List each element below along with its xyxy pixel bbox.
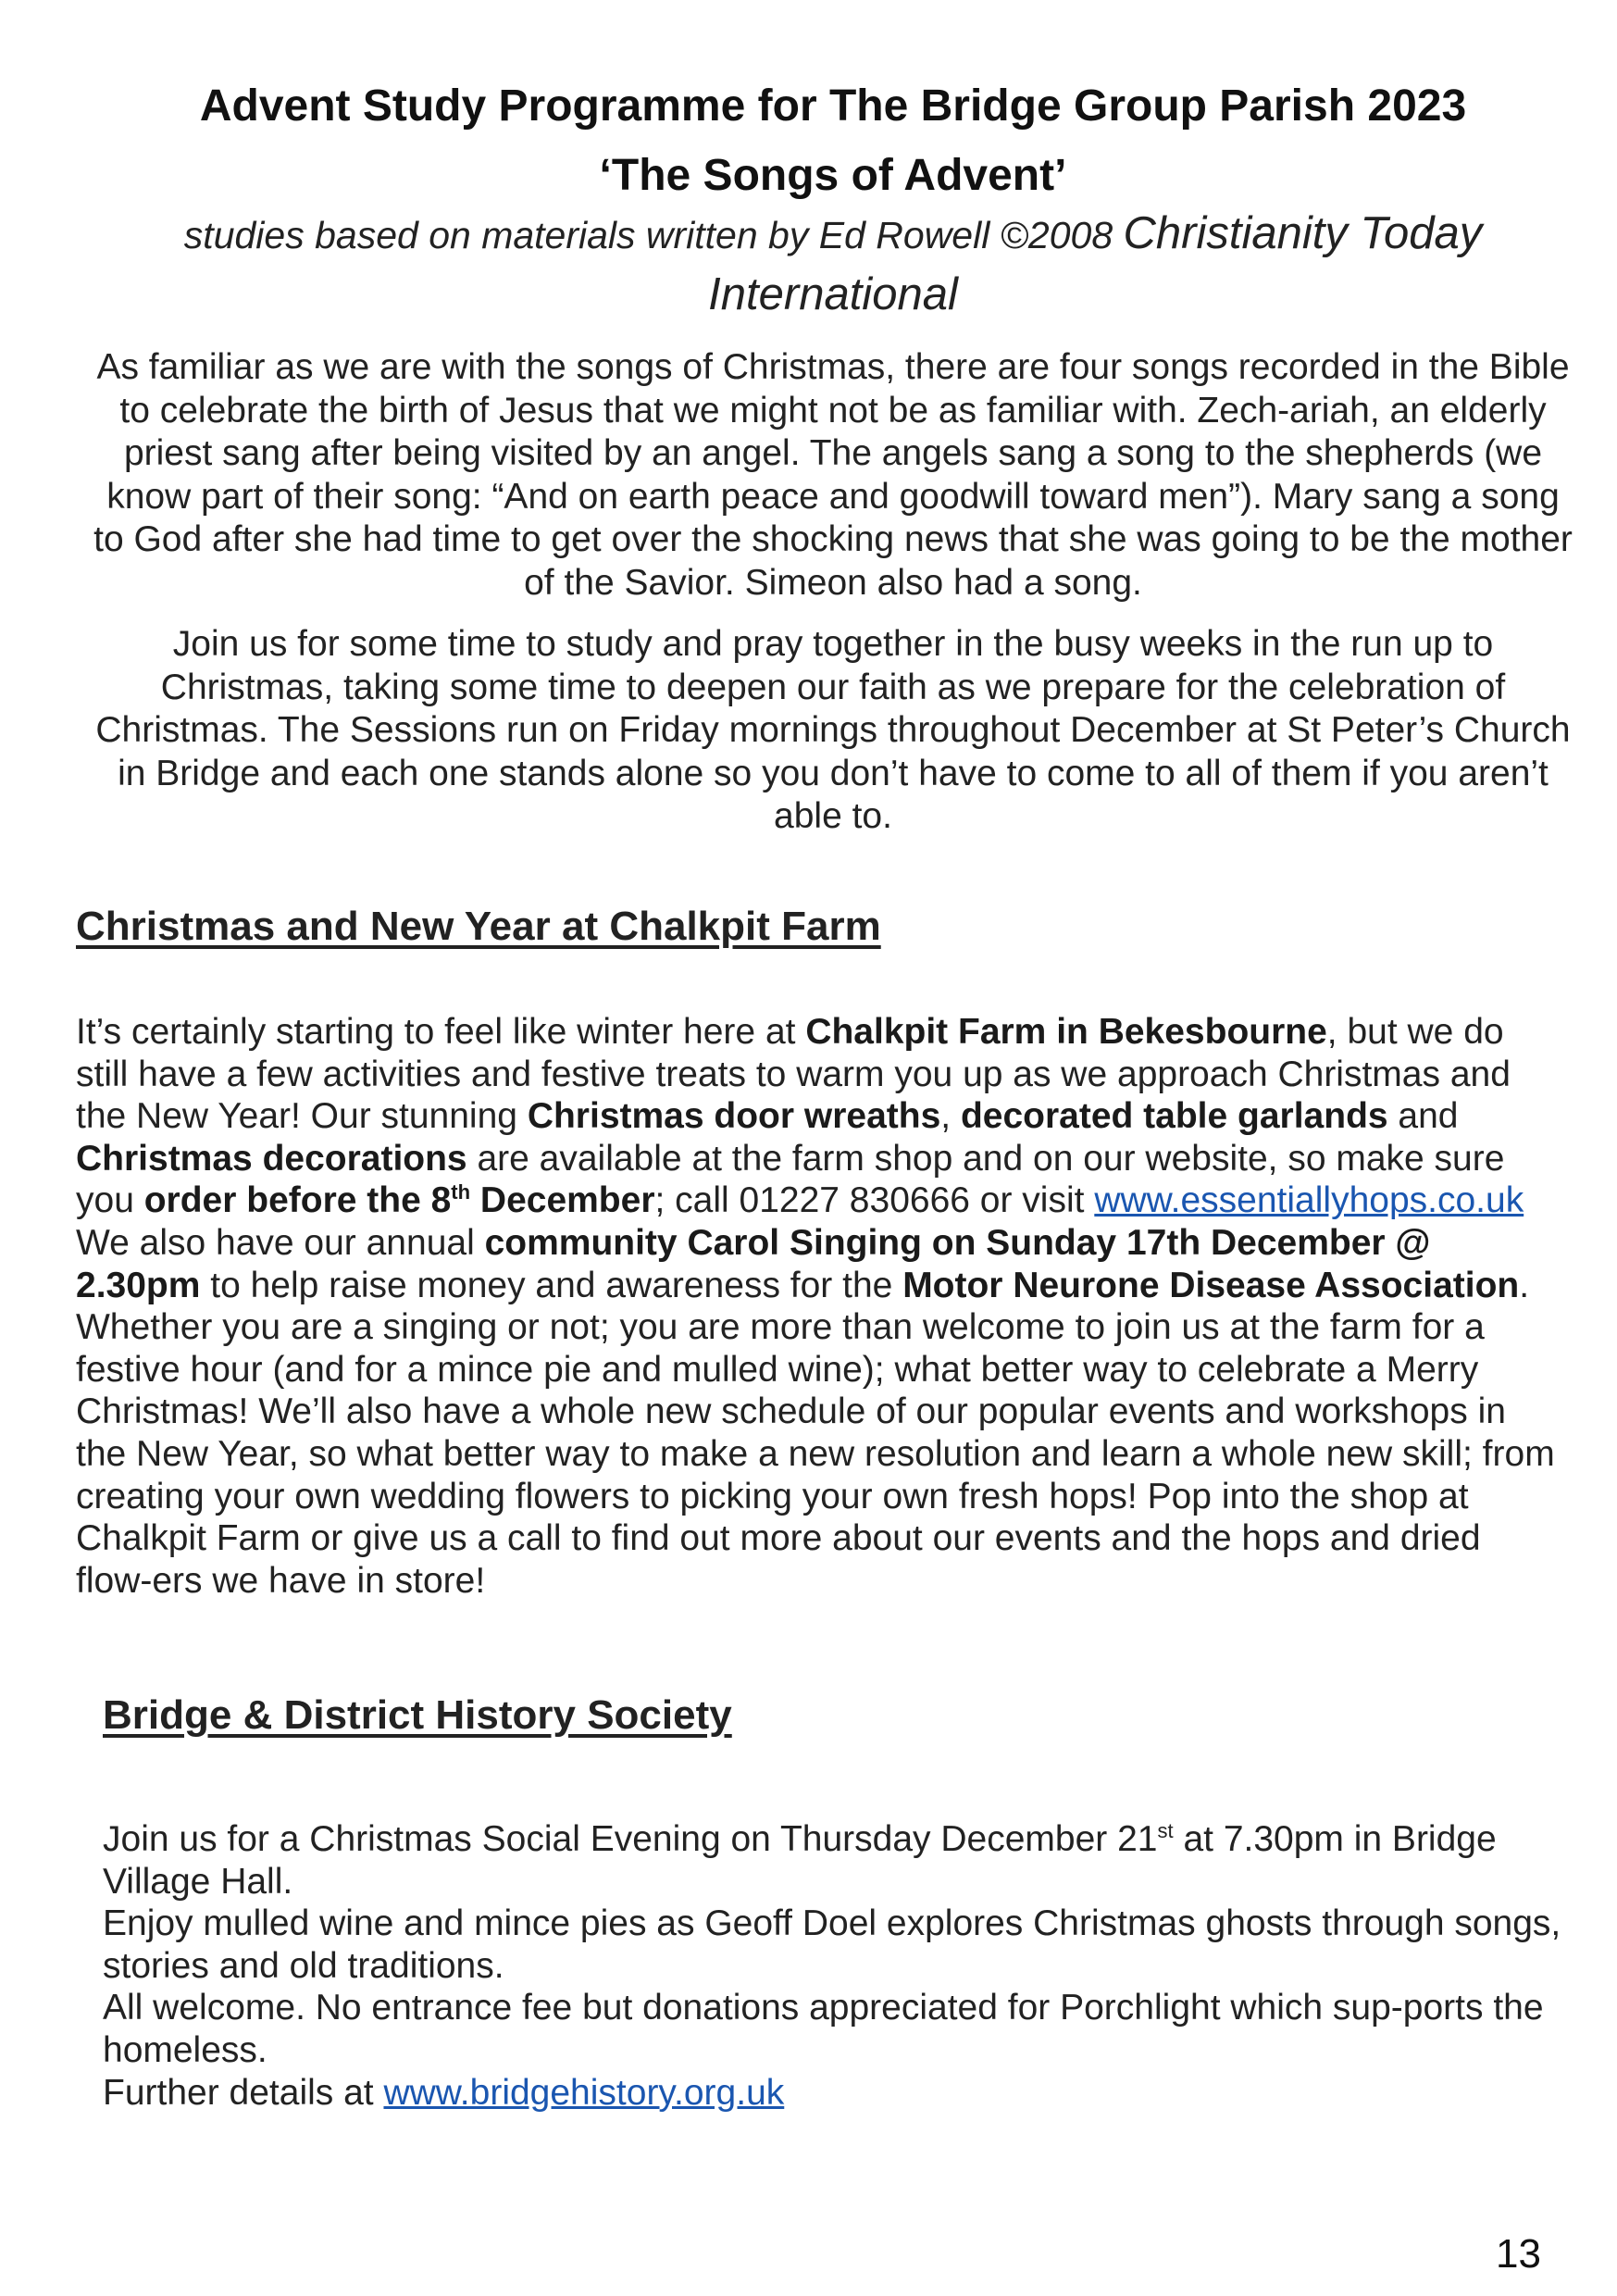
credit-text: studies based on materials written by Ed Rowell ©2008 bbox=[183, 214, 1113, 256]
credit-publisher: Christianity Today International bbox=[708, 208, 1483, 319]
advent-intro-paragraph: As familiar as we are with the songs of Christmas, there are four songs recorded in the Bible to celebrate the birth of Jesus that we might not be as familiar with. Zech-ariah, an elderly priest sang after being visited by an angel. The angels sang a song to the shepherds (we know part of their song: “And on earth peace and goodwill toward men”). Mary sang a song to God after she had time to get over the shocking news that she was going to be the mother of the Savior. Simeon also had a song. bbox=[93, 347, 1573, 603]
chalkpit-text-3: , bbox=[940, 1096, 961, 1137]
advent-invite-paragraph: Join us for some time to study and pray together in the busy weeks in the run up to Christmas, taking some time to deepen our faith as we prepare for the celebration of Christmas. The Sessions run on Friday mornings throughout December at St Peter’s Church in Bridge and each one stands alone so you don’t have to come to all of them if you aren’t able to. bbox=[95, 624, 1571, 836]
chalkpit-bold-garlands: decorated table garlands bbox=[960, 1096, 1388, 1137]
further-details-text: Further details at bbox=[103, 2072, 384, 2113]
chalkpit-heading: Christmas and New Year at Chalkpit Farm bbox=[76, 904, 881, 949]
advent-subtitle: ‘The Songs of Advent’ bbox=[599, 151, 1067, 200]
chalkpit-bold-carol-singing: community Carol Singing on Sunday 17th December @ 2.30pm bbox=[76, 1222, 1431, 1305]
history-paragraph bbox=[103, 1818, 1565, 2114]
chalkpit-text-9: . Whether you are a singing or not; you are more than welcome to join us at the farm for a festive hour (and for a mince pie and mulled wine); what better way to celebrate a Merry Christmas! We’ll also have a whole new schedule of our popular events and workshops in the New Year, so what better way to make a new resolution and learn a whole new skill; from creating your own wedding flowers to picking your own fresh hops! Pop into the shop at Chalkpit Farm or give us a call to find out more about our events and the hops and dried flow-ers we have in store! bbox=[76, 1265, 1555, 1601]
history-line-event bbox=[103, 1818, 1565, 1903]
advent-title: Advent Study Programme for The Bridge Group Parish 2023 bbox=[199, 81, 1467, 131]
essentiallyhops-link[interactable]: www.essentiallyhops.co.uk bbox=[1094, 1180, 1524, 1221]
history-line-further bbox=[103, 2072, 1565, 2115]
order-deadline-text: order before the 8 bbox=[143, 1180, 452, 1221]
chalkpit-bold-wreaths: Christmas door wreaths bbox=[527, 1096, 941, 1137]
page-number: 13 bbox=[1496, 2231, 1541, 2277]
event-date-sup: st bbox=[1157, 1819, 1174, 1842]
chalkpit-bold-location: Chalkpit Farm in Bekesbourne bbox=[805, 1012, 1327, 1052]
chalkpit-text-1: It’s certainly starting to feel like winter here at bbox=[76, 1012, 806, 1052]
chalkpit-text-2: , but we do still have a few activities and festive treats to warm you up as we approach Christmas and the New Year! Our stunning bbox=[76, 1012, 1511, 1137]
chalkpit-text-8: to help raise money and awareness for the bbox=[200, 1265, 903, 1305]
event-text: Join us for a Christmas Social Evening on Thursday December 21 bbox=[103, 1819, 1158, 1859]
order-deadline-month: December bbox=[470, 1180, 655, 1221]
bridgehistory-link[interactable]: www.bridgehistory.org.uk bbox=[383, 2072, 785, 2113]
chalkpit-text-5: are available at the farm shop and on our website, so make sure you bbox=[76, 1138, 1505, 1221]
chalkpit-bold-mnd-association: Motor Neurone Disease Association bbox=[902, 1265, 1520, 1305]
chalkpit-text-7: We also have our annual bbox=[76, 1222, 485, 1263]
history-line-details: Enjoy mulled wine and mince pies as Geoff Doel explores Christmas ghosts through songs, stories and old traditions. bbox=[103, 1903, 1561, 1986]
advent-section bbox=[93, 76, 1573, 839]
chalkpit-section bbox=[76, 898, 1557, 1602]
event-text-end: at 7.30pm in Bridge Village Hall. bbox=[103, 1819, 1497, 1902]
history-heading: Bridge & District History Society bbox=[103, 1692, 732, 1738]
chalkpit-bold-order-deadline bbox=[144, 1180, 655, 1220]
order-deadline-sup: th bbox=[451, 1180, 471, 1204]
chalkpit-paragraph bbox=[76, 1011, 1557, 1602]
chalkpit-text-6: ; call 01227 830666 or visit bbox=[654, 1180, 1095, 1221]
history-line-welcome: All welcome. No entrance fee but donations appreciated for Porchlight which sup-ports the homeless. bbox=[103, 1988, 1544, 2070]
history-society-section bbox=[103, 1687, 1565, 2114]
advent-credit bbox=[93, 204, 1573, 326]
chalkpit-bold-decorations: Christmas decorations bbox=[76, 1138, 467, 1179]
chalkpit-text-4: and bbox=[1387, 1096, 1459, 1137]
